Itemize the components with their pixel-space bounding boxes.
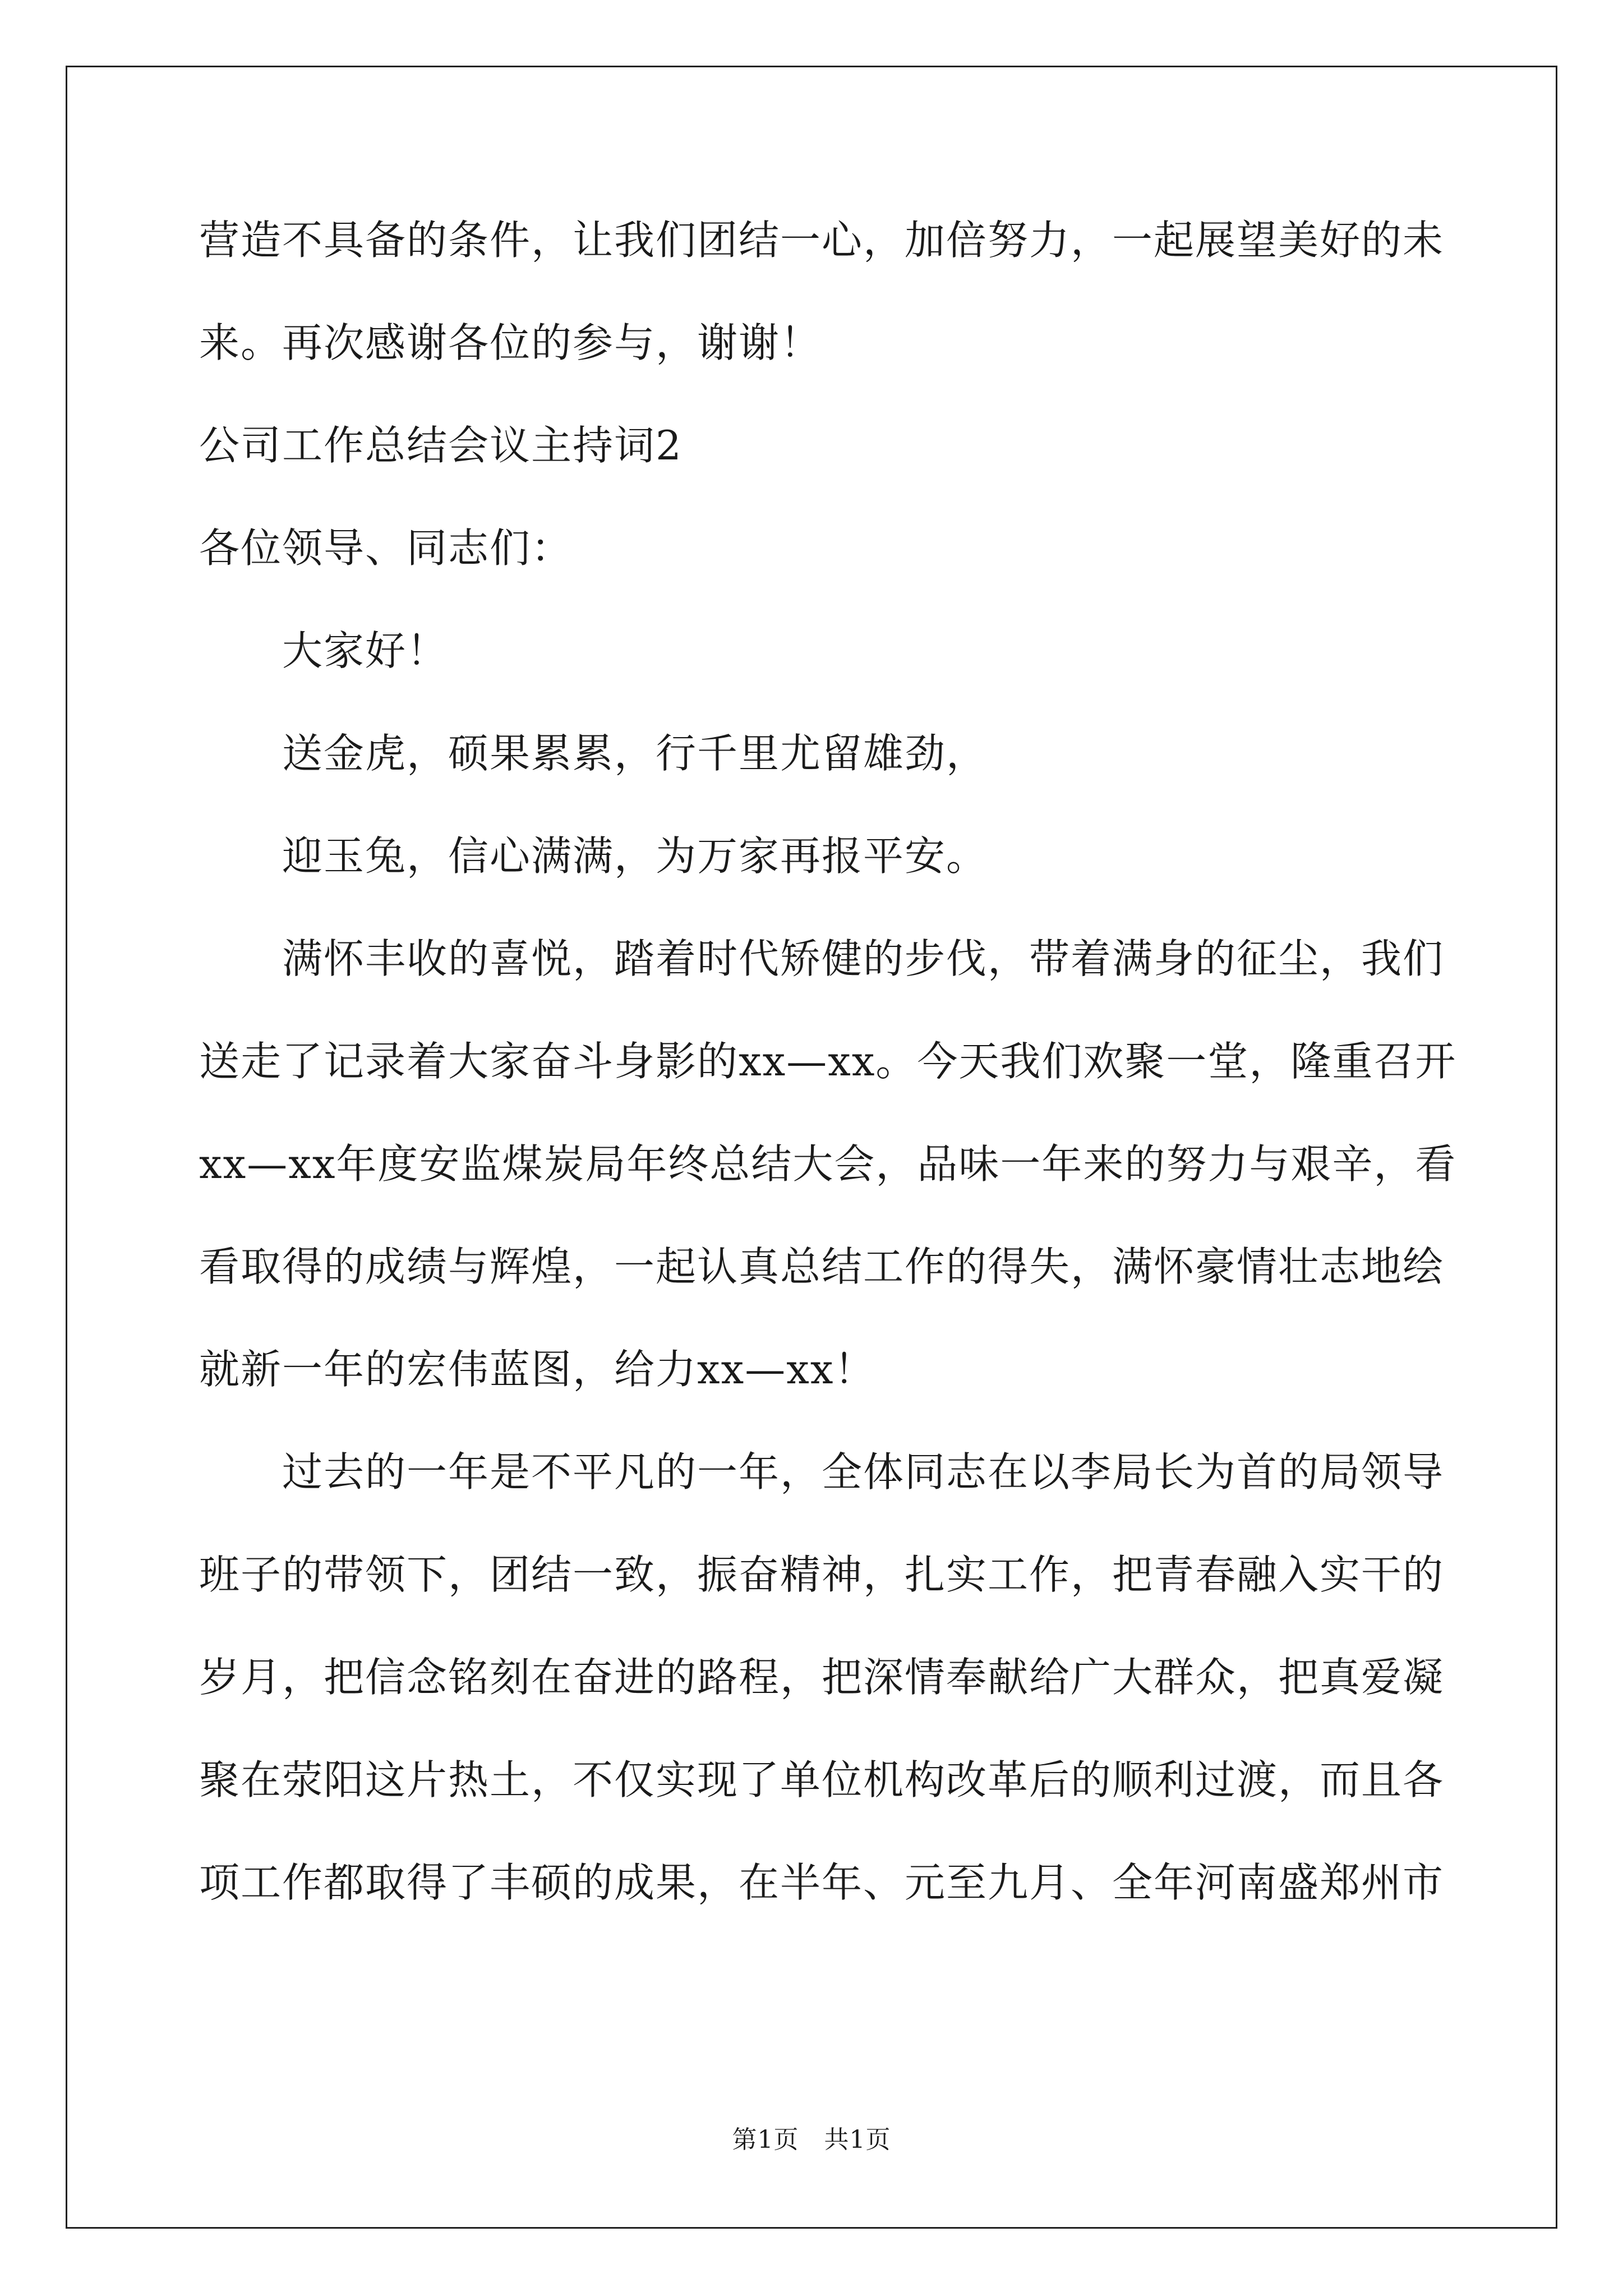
couplet-line-1: 送金虎，硕果累累，行千里尤留雄劲， (282, 730, 988, 777)
text-line-9: 送走了记录着大家奋斗身影的xx—xx。今天我们欢聚一堂，隆重召开 (199, 1038, 1457, 1085)
document-body (199, 217, 1457, 1964)
greeting-line: 大家好！ (282, 627, 449, 674)
salutation: 各位领导、同志们： (199, 524, 573, 572)
page-footer: 第1页 共1页 (732, 2125, 891, 2154)
text-line-13: 过去的一年是不平凡的一年，全体同志在以李局长为首的局领导 (282, 1448, 1445, 1496)
text-line-2: 来。再次感谢各位的参与，谢谢！ (199, 319, 822, 366)
text-line-8: 满怀丰收的喜悦，踏着时代矫健的步伐，带着满身的征尘，我们 (282, 935, 1445, 982)
text-line-1: 营造不具备的条件，让我们团结一心，加倍努力，一起展望美好的未 (199, 217, 1445, 264)
text-line-16: 聚在荥阳这片热土，不仅实现了单位机构改革后的顺利过渡，而且各 (199, 1756, 1445, 1803)
text-line-10: xx—xx年度安监煤炭局年终总结大会，品味一年来的努力与艰辛，看 (199, 1140, 1457, 1188)
text-line-17: 项工作都取得了丰硕的成果，在半年、元至九月、全年河南盛郑州市 (199, 1859, 1445, 1906)
text-line-12: 就新一年的宏伟蓝图，给力xx—xx！ (199, 1346, 876, 1393)
text-line-15: 岁月，把信念铭刻在奋进的路程，把深情奉献给广大群众，把真爱凝 (199, 1654, 1445, 1701)
section-heading: 公司工作总结会议主持词2 (199, 422, 683, 469)
couplet-line-2: 迎玉兔，信心满满，为万家再报平安。 (282, 832, 988, 880)
text-line-14: 班子的带领下，团结一致，振奋精神，扎实工作，把青春融入实干的 (199, 1551, 1445, 1598)
text-line-11: 看取得的成绩与辉煌，一起认真总结工作的得失，满怀豪情壮志地绘 (199, 1243, 1445, 1290)
